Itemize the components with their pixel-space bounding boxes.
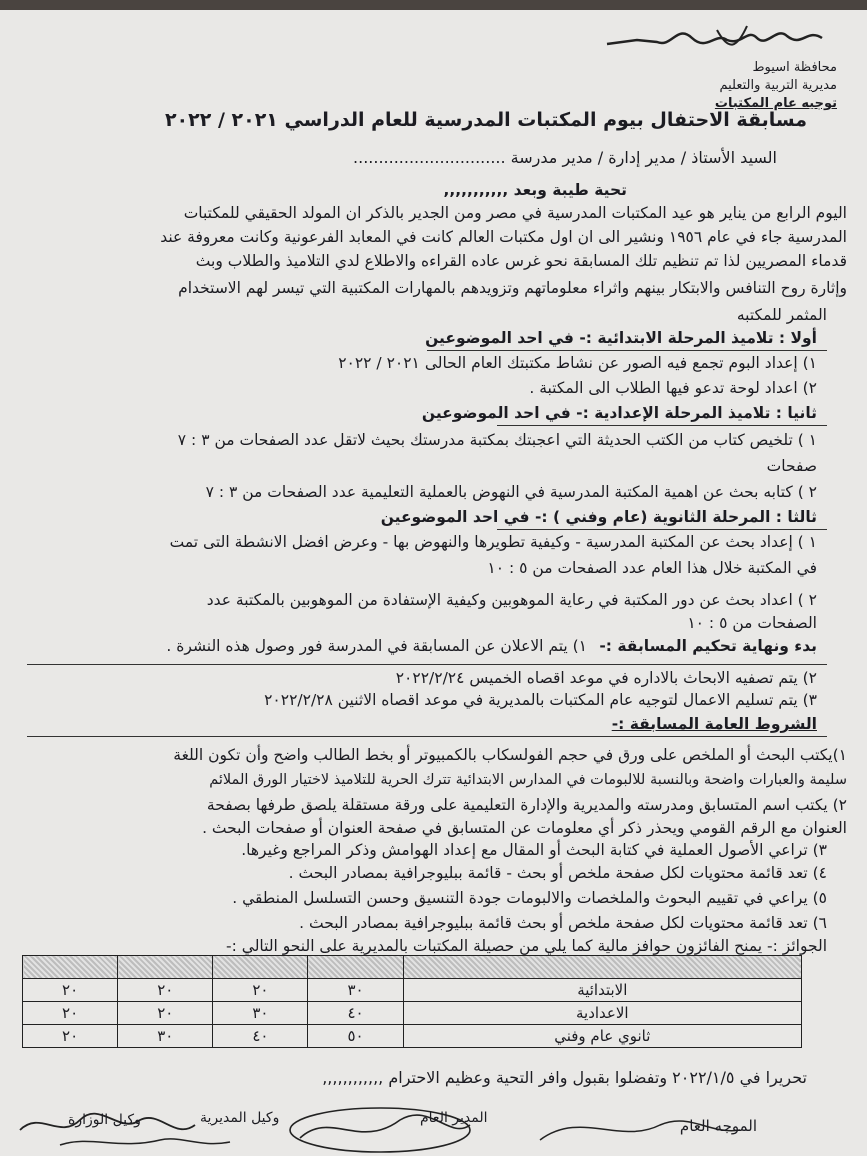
list-item: العنوان مع الرقم القومي ويحذر ذكر أي معلومات عن المتسابق في صفحة العنوان أو صفحات البحث . xyxy=(202,819,847,837)
divider xyxy=(27,664,827,665)
divider xyxy=(27,736,827,737)
page-title: مسابقة الاحتفال بيوم المكتبات المدرسية للعام الدراسي ٢٠٢١ / ٢٠٢٢ xyxy=(164,109,807,131)
table-cell: ٢٠ xyxy=(23,1002,118,1025)
section-heading-judging: بدء ونهاية تحكيم المسابقة :- xyxy=(599,637,817,655)
signature-general-director: الموجه العام xyxy=(679,1117,757,1135)
signature-director2: وكيل المديرية xyxy=(200,1110,280,1126)
table-cell: ٣٠ xyxy=(213,1002,308,1025)
table-header-cell xyxy=(23,956,118,979)
table-row xyxy=(23,1025,802,1048)
table-cell: ٢٠ xyxy=(118,979,213,1002)
list-item: ٣) يتم تسليم الاعمال لتوجيه عام المكتبات بالمديرية في موعد اقصاه الاثنين ٢٠٢٢/٢/٢٨ xyxy=(264,691,817,709)
list-item: ٥) يراعي في تقييم البحوث والملخصات والالبومات جودة التنسيق وحسن التسلسل المنطقي . xyxy=(232,889,827,907)
list-item: ٢) يتم تصفيه الابحاث بالاداره في موعد اقصاه الخميس ٢٠٢٢/٢/٢٤ xyxy=(395,669,817,687)
list-item: ١) إعداد البوم تجمع فيه الصور عن نشاط مكتبتك العام الحالى ٢٠٢١ / ٢٠٢٢ xyxy=(338,354,817,372)
list-item: ٢ ) كتابه بحث عن اهمية المكتبة المدرسية في النهوض بالعملية التعليمية عدد الصفحات من ٣ : ٧ xyxy=(205,483,817,501)
list-item: ٢) اعداد لوحة تدعو فيها الطلاب الى المكتبة . xyxy=(529,379,817,397)
header-governorate: محافظة اسيوط xyxy=(752,60,837,75)
handwritten-signature-icon xyxy=(597,18,827,58)
table-cell: ٤٠ xyxy=(308,1002,403,1025)
document-page xyxy=(0,10,867,1156)
table-cell: ٤٠ xyxy=(213,1025,308,1048)
intro-line: اليوم الرابع من يناير هو عيد المكتبات المدرسية في مصر ومن الجدير بالذكر ان المولد الحقيقي للمكتبات xyxy=(183,204,847,222)
table-cell: ٣٠ xyxy=(118,1025,213,1048)
list-item: ١ ) تلخيص كتاب من الكتب الحديثة التي اعجبتك بمكتبة مدرستك بحيث لاتقل عدد الصفحات من ٣ : ٧ xyxy=(177,431,817,449)
list-item: ٢ ) اعداد بحث عن دور المكتبة في رعاية الموهوبين وكيفية الإستفادة من الموهوبين بالمكتبة عدد xyxy=(206,591,817,609)
list-item: ١ ) إعداد بحث عن المكتبة المدرسية - وكيفية تطويرها والنهوض بها - وعرض افضل الانشطة التى تمت xyxy=(169,533,817,551)
intro-line: قدماء المصريين لذا تم تنظيم تلك المسابقة نحو غرس عاده القراءه والاطلاع لدي التلاميذ والطلاب وبث xyxy=(195,252,847,270)
signature-director: المدير العام xyxy=(420,1110,488,1126)
intro-line: وإثارة روح التنافس والابتكار بينهم واثراء معلوماتهم وتزويدهم بالمهارات المكتبية التي تيسر لهم الاستخدام xyxy=(178,279,847,297)
divider xyxy=(427,350,827,351)
section-heading-preparatory: ثانيا : تلاميذ المرحلة الإعدادية :- في احد الموضوعين xyxy=(421,404,817,422)
table-cell: ٢٠ xyxy=(23,1025,118,1048)
header-directorate: مديرية التربية والتعليم xyxy=(719,78,837,93)
prizes-intro: الجوائز :- يمنح الفائزون حوافز مالية كما يلي من حصيلة المكتبات بالمديرية على النحو التالي :- xyxy=(226,937,827,955)
table-cell: ٢٠ xyxy=(23,979,118,1002)
list-item: الصفحات من ٥ : ١٠ xyxy=(687,614,817,632)
intro-line: المدرسية جاء في عام ١٩٥٦ ونشير الى ان اول مكتبات العالم كانت في المعابد الفرعونية وكانت معروفة عند xyxy=(160,228,847,246)
divider xyxy=(497,425,827,426)
table-cell-stage: ثانوي عام وفني xyxy=(403,1025,801,1048)
table-header-cell xyxy=(118,956,213,979)
greeting: تحية طيبة وبعد ,,,,,,,,,,, xyxy=(443,181,627,199)
table-row xyxy=(23,1002,802,1025)
addressee: السيد الأستاذ / مدير إدارة / مدير مدرسة .............................. xyxy=(353,148,777,167)
header-supervision: توجيه عام المكتبات xyxy=(714,96,837,111)
divider xyxy=(497,529,827,530)
table-header-row xyxy=(23,956,802,979)
table-row xyxy=(23,979,802,1002)
list-item: صفحات xyxy=(766,457,817,475)
list-item: ٦) تعد قائمة محتويات لكل صفحة ملخص أو بحث قائمة ببليوجرافية بمصادر البحث . xyxy=(299,914,827,932)
prize-table xyxy=(22,955,802,1048)
table-header-cell xyxy=(308,956,403,979)
list-item: في المكتبة خلال هذا العام عدد الصفحات من ٥ : ١٠ xyxy=(487,559,817,577)
table-header-cell xyxy=(213,956,308,979)
table-cell: ٣٠ xyxy=(308,979,403,1002)
header-signature xyxy=(597,18,827,58)
list-item: ١) يتم الاعلان عن المسابقة في المدرسة فور وصول هذه النشرة . xyxy=(166,637,587,655)
list-item: ٢) يكتب اسم المتسابق ومدرسته والمديرية والإدارة التعليمية على ورقة مستقلة يلصق طرفها بصفحة xyxy=(206,796,847,814)
signature-undersecretary: وكيل الوزارة xyxy=(68,1112,141,1128)
closing-line: تحريرا في ٢٠٢٢/١/٥ وتفضلوا بقبول وافر التحية وعظيم الاحترام ,,,,,,,,,,,, xyxy=(322,1068,807,1087)
list-item: سليمة والعبارات واضحة وبالنسبة للالبومات في المدارس الابتدائية تترك الحرية للتلاميذ لاختيار الورق الملائم xyxy=(209,772,847,788)
section-heading-secondary: ثالثا : المرحلة الثانوية (عام وفني ) :- في احد الموضوعين xyxy=(380,508,817,526)
list-item: ٤) تعد قائمة محتويات لكل صفحة ملخص أو بحث - قائمة ببليوجرافية بمصادر البحث . xyxy=(288,864,827,882)
table-cell-stage: الاعدادية xyxy=(403,1002,801,1025)
list-item: ٣) تراعي الأصول العملية في كتابة البحث أو المقال مع إعداد الهوامش وذكر المراجع وغيرها. xyxy=(241,841,827,859)
section-heading-primary: أولا : تلاميذ المرحلة الابتدائية :- في احد الموضوعين xyxy=(425,329,817,347)
table-cell: ٥٠ xyxy=(308,1025,403,1048)
table-cell: ٢٠ xyxy=(213,979,308,1002)
table-cell-stage: الابتدائية xyxy=(403,979,801,1002)
table-cell: ٢٠ xyxy=(118,1002,213,1025)
section-heading-rules: الشروط العامة المسابقة :- xyxy=(611,715,817,733)
list-item: ١)يكتب البحث أو الملخص على ورق في حجم الفولسكاب بالكمبيوتر أو بخط الطالب واضح وأن تكون اللغة xyxy=(173,746,847,764)
intro-line: المثمر للمكتبه xyxy=(736,306,827,324)
table-header-cell xyxy=(403,956,801,979)
